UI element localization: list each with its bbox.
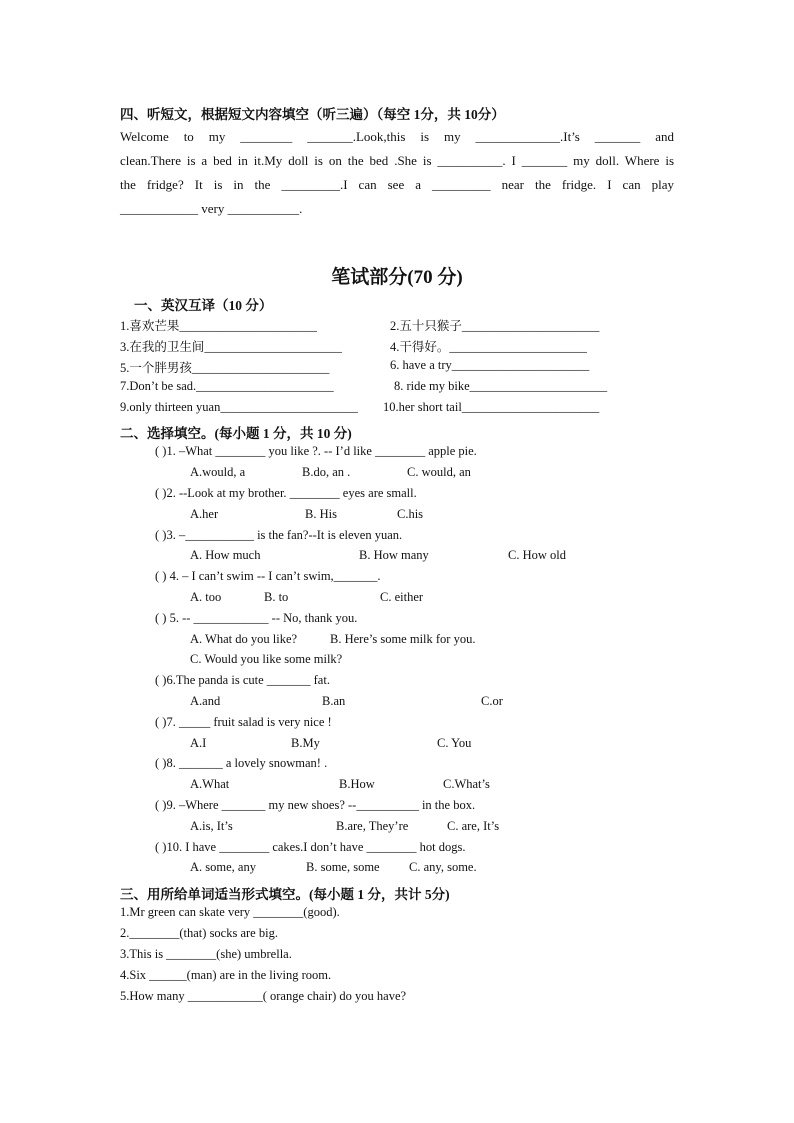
choice-question: ( )8. _______ a lovely snowman! .	[155, 756, 328, 770]
choice-question: ( )9. –Where _______ my new shoes? --__________ in the box.	[155, 798, 476, 812]
choice-option: B. His	[305, 507, 337, 521]
choice-option: B.My	[291, 736, 320, 750]
choice-option: C.What’s	[443, 777, 490, 791]
choice-option: A.I	[190, 736, 207, 750]
choice-question: ( )2. --Look at my brother. ________ eyes are small.	[155, 486, 417, 500]
listening-heading: 四、听短文，根据短文内容填空（听三遍）（每空 1分，共 10分）	[120, 107, 505, 122]
choice-option: A. How much	[190, 548, 261, 562]
passage-line: ____________ very ___________.	[120, 201, 303, 216]
forms-item: 2.________(that) socks are big.	[120, 926, 278, 940]
choice-option: B.do, an .	[302, 465, 351, 479]
forms-item: 1.Mr green can skate very ________(good).	[120, 905, 340, 919]
translate-heading: 一、英汉互译（10 分）	[134, 298, 273, 313]
choice-option: C.or	[481, 694, 503, 708]
forms-heading: 三、用所给单词适当形式填空。(每小题 1 分，共计 5分)	[120, 887, 450, 902]
choice-question: ( )1. –What ________ you like ?. -- I’d like ________ apple pie.	[155, 444, 477, 458]
choice-option: B.How	[339, 777, 375, 791]
translate-item: 6. have a try______________________	[390, 358, 590, 372]
forms-item: 5.How many ____________( orange chair) do you have?	[120, 989, 407, 1003]
choice-option: B.an	[322, 694, 346, 708]
choice-question: ( )10. I have ________ cakes.I don’t have ________ hot dogs.	[155, 840, 466, 854]
translate-item: 3.在我的卫生间______________________	[120, 340, 342, 354]
choice-option: C. any, some.	[409, 860, 477, 874]
choice-heading: 二、选择填空。(每小题 1 分，共 10 分)	[120, 426, 352, 441]
choice-option: C. are, It’s	[447, 819, 500, 833]
choice-option: C. You	[437, 736, 472, 750]
translate-item: 10.her short tail______________________	[383, 400, 600, 414]
choice-option: C. Would you like some milk?	[190, 652, 343, 666]
choice-option: A. too	[190, 590, 222, 604]
choice-option: C. either	[380, 590, 424, 604]
choice-option: A.and	[190, 694, 221, 708]
choice-option: C. How old	[508, 548, 566, 562]
passage-line: Welcome to my ________ _______.Look,this is my _____________.It’s _______ and	[120, 129, 674, 144]
passage-line: the fridge? It is in the _________.I can see a _________ near the fridge. I can play	[120, 177, 674, 192]
translate-item: 5.一个胖男孩______________________	[120, 361, 330, 375]
choice-option: A. some, any	[190, 860, 256, 874]
translate-item: 7.Don’t be sad.______________________	[120, 379, 334, 393]
choice-option: A.What	[190, 777, 230, 791]
choice-question: ( )3. –___________ is the fan?--It is eleven yuan.	[155, 528, 403, 542]
forms-item: 3.This is ________(she) umbrella.	[120, 947, 292, 961]
translate-item: 2.五十只猴子______________________	[390, 319, 600, 333]
choice-option: B. to	[264, 590, 289, 604]
forms-item: 4.Six ______(man) are in the living room.	[120, 968, 332, 982]
choice-question: ( ) 5. -- ____________ -- No, thank you.	[155, 611, 358, 625]
choice-option: B. some, some	[306, 860, 380, 874]
translate-item: 8. ride my bike______________________	[394, 379, 608, 393]
choice-option: C. would, an	[407, 465, 471, 479]
choice-option: A.her	[190, 507, 219, 521]
choice-option: A.would, a	[190, 465, 246, 479]
choice-question: ( )7. _____ fruit salad is very nice !	[155, 715, 332, 729]
translate-item: 4.干得好。______________________	[390, 340, 587, 354]
translate-item: 1.喜欢芒果______________________	[120, 319, 317, 333]
choice-option: A.is, It’s	[190, 819, 233, 833]
choice-option: A. What do you like?	[190, 632, 298, 646]
passage-line: clean.There is a bed in it.My doll is on the bed .She is __________. I _______ my doll. Where is	[120, 153, 674, 168]
translate-item: 9.only thirteen yuan______________________	[120, 400, 358, 414]
choice-question: ( ) 4. – I can’t swim -- I can’t swim,_______.	[155, 569, 381, 583]
choice-option: B.are, They’re	[336, 819, 409, 833]
written-part-title: 笔试部分(70 分)	[331, 267, 463, 288]
choice-option: B. Here’s some milk for you.	[330, 632, 476, 646]
listening-passage	[120, 125, 674, 221]
choice-option: C.his	[397, 507, 424, 521]
choice-question: ( )6.The panda is cute _______ fat.	[155, 673, 330, 687]
choice-option: B. How many	[359, 548, 429, 562]
